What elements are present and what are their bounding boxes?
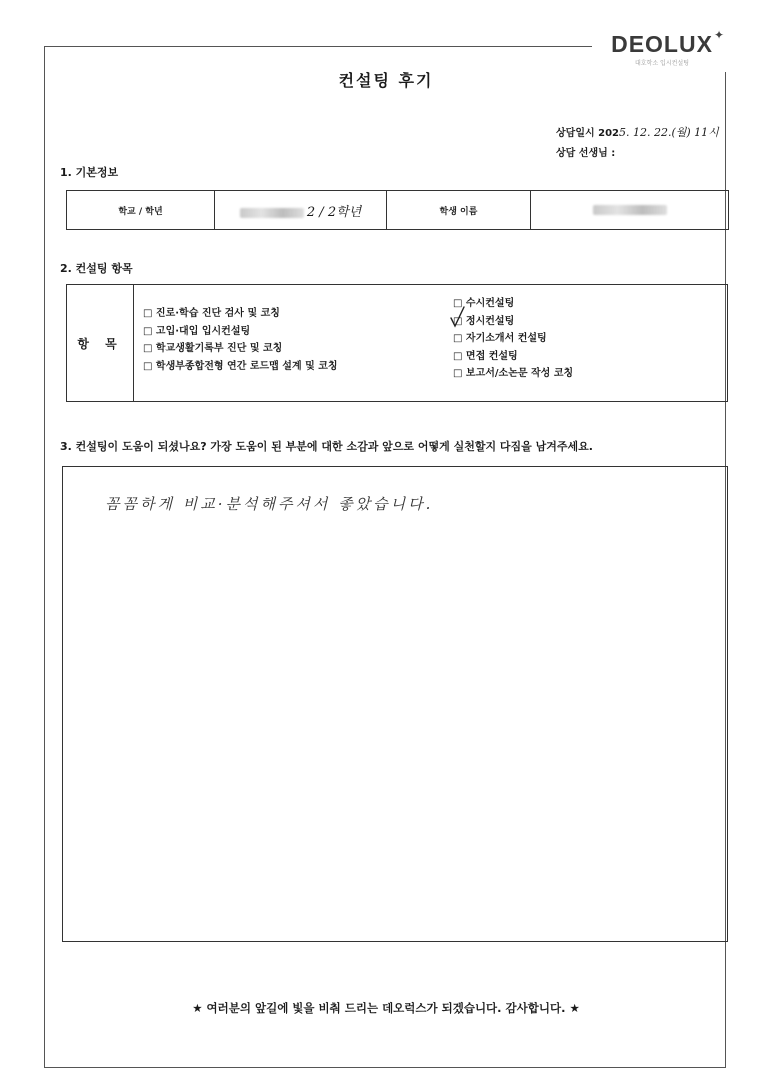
logo <box>592 28 732 72</box>
redacted-school <box>240 208 304 218</box>
checkbox-item-susi[interactable]: □ 수시컨설팅 <box>453 298 515 309</box>
items-header: 항 목 <box>67 285 134 401</box>
right-items-list <box>453 295 573 383</box>
checkbox-item-interview[interactable]: □ 면접 컨설팅 <box>453 350 518 362</box>
consult-date <box>556 124 719 140</box>
checkbox-item-jeongsi[interactable]: □ 정시컨설팅 <box>453 315 515 327</box>
school-grade-value <box>215 191 387 230</box>
student-name-value <box>531 191 729 230</box>
section-items-title: 2. 컨설팅 항목 <box>60 262 133 275</box>
consulting-items-box <box>66 284 728 402</box>
feedback-question: 3. 컨설팅이 도움이 되셨나요? 가장 도움이 된 부분에 대한 소감과 앞으로 어떻게 실천할지 다짐을 남겨주세요. <box>60 440 593 453</box>
logo-text: DEOLUX <box>611 31 713 57</box>
logo-star-icon: ✦ <box>713 28 724 42</box>
left-items-list <box>143 305 338 375</box>
checkbox-item-career-test[interactable]: □ 진로·학습 진단 검사 및 코칭 <box>143 308 280 319</box>
checkmark-icon <box>449 306 465 328</box>
feedback-answer-handwritten: 꼼꼼하게 비교·분석해주셔서 좋았습니다. <box>105 495 434 513</box>
redacted-student-name <box>593 205 667 215</box>
footer-message: ★ 여러분의 앞길에 빛을 비춰 드리는 데오럭스가 되겠습니다. 감사합니다. ★ <box>192 1001 580 1015</box>
page-title: 컨설팅 후기 <box>338 71 434 90</box>
checkbox-item-school-record[interactable]: □ 학교생활기록부 진단 및 코칭 <box>143 343 283 354</box>
checkbox-item-self-intro[interactable]: □ 자기소개서 컨설팅 <box>453 333 547 344</box>
basic-info-table <box>66 190 729 230</box>
student-name-label: 학생 이름 <box>387 191 531 230</box>
section-basic-info-title: 1. 기본정보 <box>60 166 119 179</box>
school-grade-handwritten: 2 / 2학년 <box>306 204 362 220</box>
feedback-answer-box[interactable] <box>62 466 728 942</box>
checkbox-item-report[interactable]: □ 보고서/소논문 작성 코칭 <box>453 368 574 379</box>
checkbox-item-admission[interactable]: □ 고입·대입 입시컨설팅 <box>143 325 251 337</box>
logo-subtitle: 대호학소 입시컨설팅 <box>634 60 690 67</box>
consult-date-label: 상담일시 202 <box>556 128 619 139</box>
school-grade-label: 학교 / 학년 <box>67 191 215 230</box>
checkbox-item-roadmap[interactable]: □ 학생부종합전형 연간 로드맵 설계 및 코칭 <box>143 360 338 372</box>
consult-teacher-label: 상담 선생님 : <box>556 148 616 159</box>
consult-date-handwritten: 5. 12. 22.(월) 11시 <box>619 126 719 139</box>
